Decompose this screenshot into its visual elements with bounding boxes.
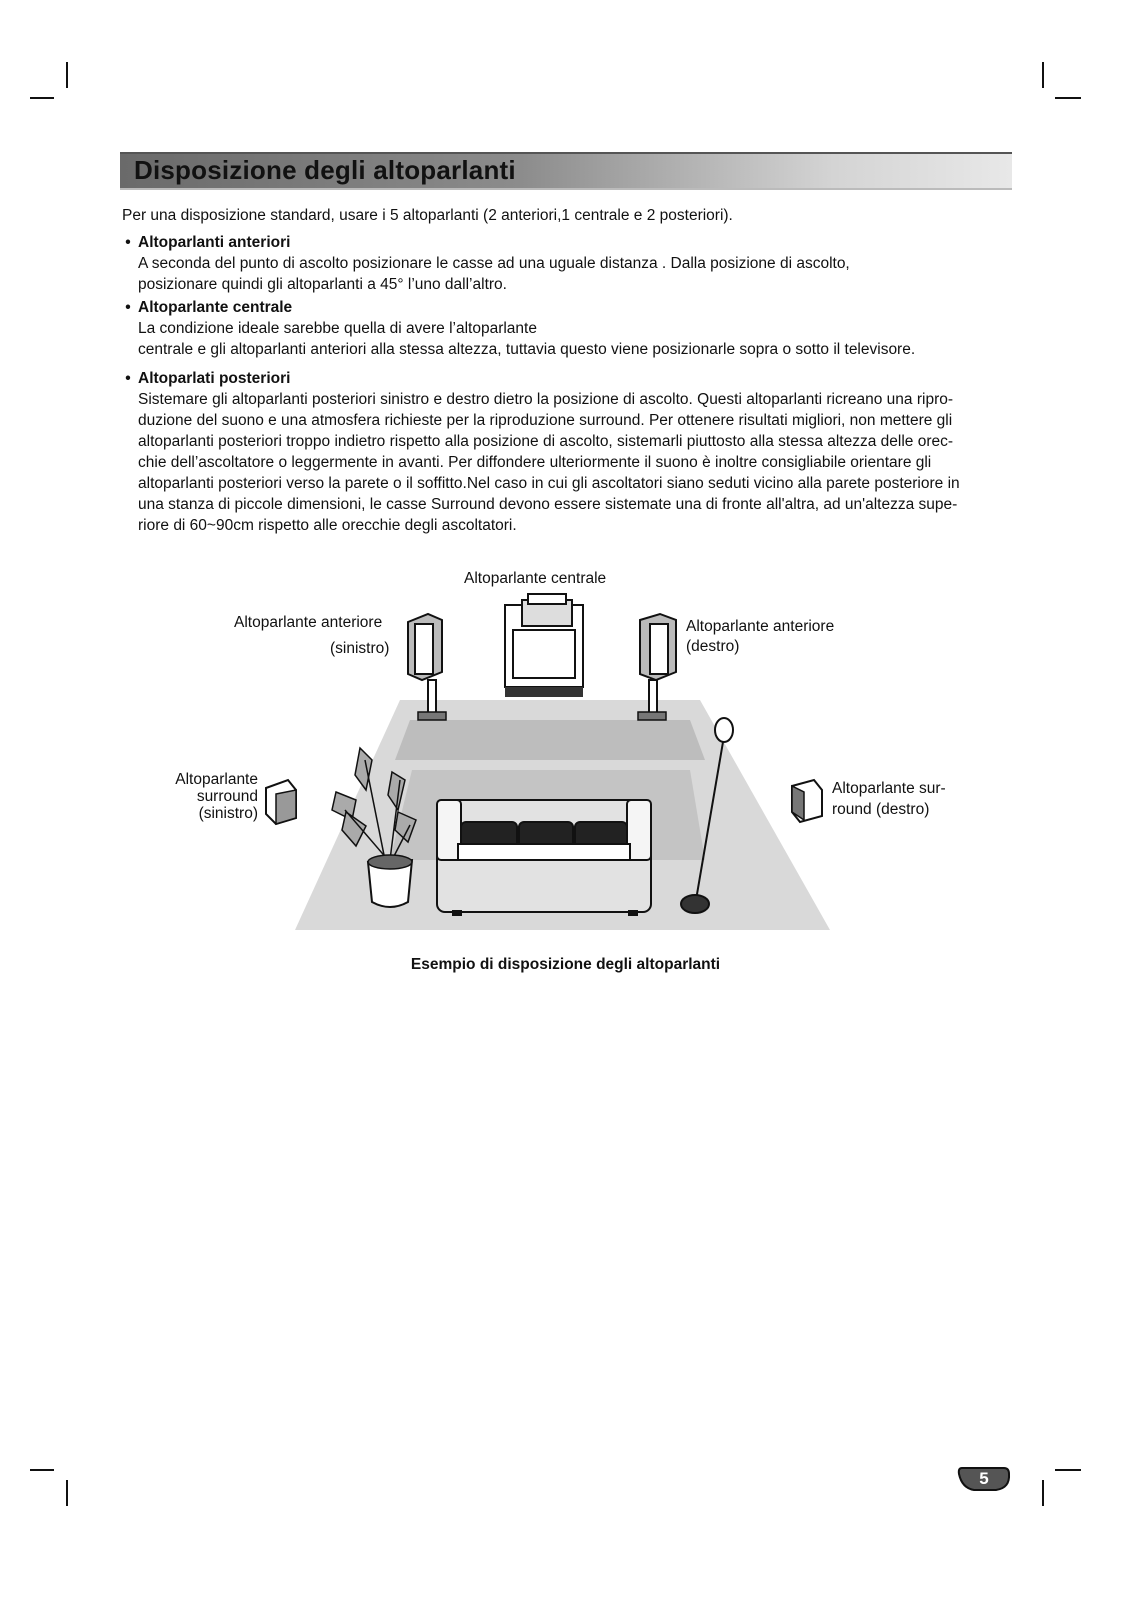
section-line: chie dell’ascoltatore o leggermente in avanti. Per diffondere ulteriormente il suono è inoltre consigliabile orientare gli [138, 454, 932, 471]
section-line: altoparlanti posteriori troppo indietro rispetto alla posizione di ascolto, sistemarli piuttosto alla stessa altezza delle orec- [138, 433, 954, 450]
page-number: 5 [979, 1469, 989, 1488]
label-front-left-2: (sinistro) [330, 640, 390, 657]
sofa-icon [437, 800, 651, 916]
page-number-badge [956, 1464, 1012, 1494]
figure-caption: Esempio di disposizione degli altoparlanti [410, 956, 721, 973]
section-line: centrale e gli altoparlanti anteriori alla stessa altezza, tuttavia questo viene posizionarle sopra o sotto il televisore. [138, 341, 916, 358]
section-line: A seconda del punto di ascolto posizionare le casse ad una uguale distanza . Dalla posizione di ascolto, [138, 255, 850, 272]
label-surround-right-2: round (destro) [832, 801, 930, 818]
label-front-right-2: (destro) [686, 638, 740, 655]
label-center-speaker: Altoparlante centrale [464, 570, 607, 587]
label-surround-right-1: Altoparlante sur- [832, 780, 946, 797]
bullet: • [125, 299, 131, 316]
section-line: posizionare quindi gli altoparlanti a 45° l’uno dall’altro. [138, 276, 507, 293]
section-line: duzione del suono e una atmosfera richieste per la riproduzione surround. Per ottenere risultati migliori, non mettere gli [138, 412, 953, 429]
label-surround-left-2: surround [196, 788, 258, 805]
section-heading: Altoparlanti anteriori [138, 234, 291, 251]
intro-text: Per una disposizione standard, usare i 5 altoparlanti (2 anteriori,1 centrale e 2 posteriori). [122, 207, 733, 224]
surround-right-speaker-icon [792, 780, 822, 822]
label-front-left-1: Altoparlante anteriore [234, 614, 383, 631]
section-line: La condizione ideale sarebbe quella di avere l’altoparlante [138, 320, 537, 337]
tv-icon [505, 594, 583, 697]
label-front-right-1: Altoparlante anteriore [686, 618, 835, 635]
section-heading: Altoparlante centrale [138, 299, 293, 316]
floor-inner-band [395, 720, 705, 760]
section-heading: Altoparlati posteriori [138, 370, 291, 387]
surround-left-speaker-icon [266, 780, 296, 824]
section-line: una stanza di piccole dimensioni, le casse Surround devono essere sistemate una di fronte all'altra, ad un'altezza supe- [138, 496, 958, 513]
label-surround-left-3: (sinistro) [198, 805, 258, 822]
bullet: • [125, 370, 131, 387]
section-line: Sistemare gli altoparlanti posteriori sinistro e destro dietro la posizione di ascolto. Questi altoparlanti ricreano una ripro- [138, 391, 954, 408]
label-surround-left-1: Altoparlante [175, 771, 258, 788]
section-line: altoparlanti posteriori verso la parete o il soffitto.Nel caso in cui gli ascoltatori siano seduti vicino alla parete posteriore in [138, 475, 960, 492]
bullet: • [125, 234, 131, 251]
page-title: Disposizione degli altoparlanti [134, 155, 516, 185]
section-line: riore di 60~90cm rispetto alle orecchie degli ascoltatori. [138, 517, 517, 534]
